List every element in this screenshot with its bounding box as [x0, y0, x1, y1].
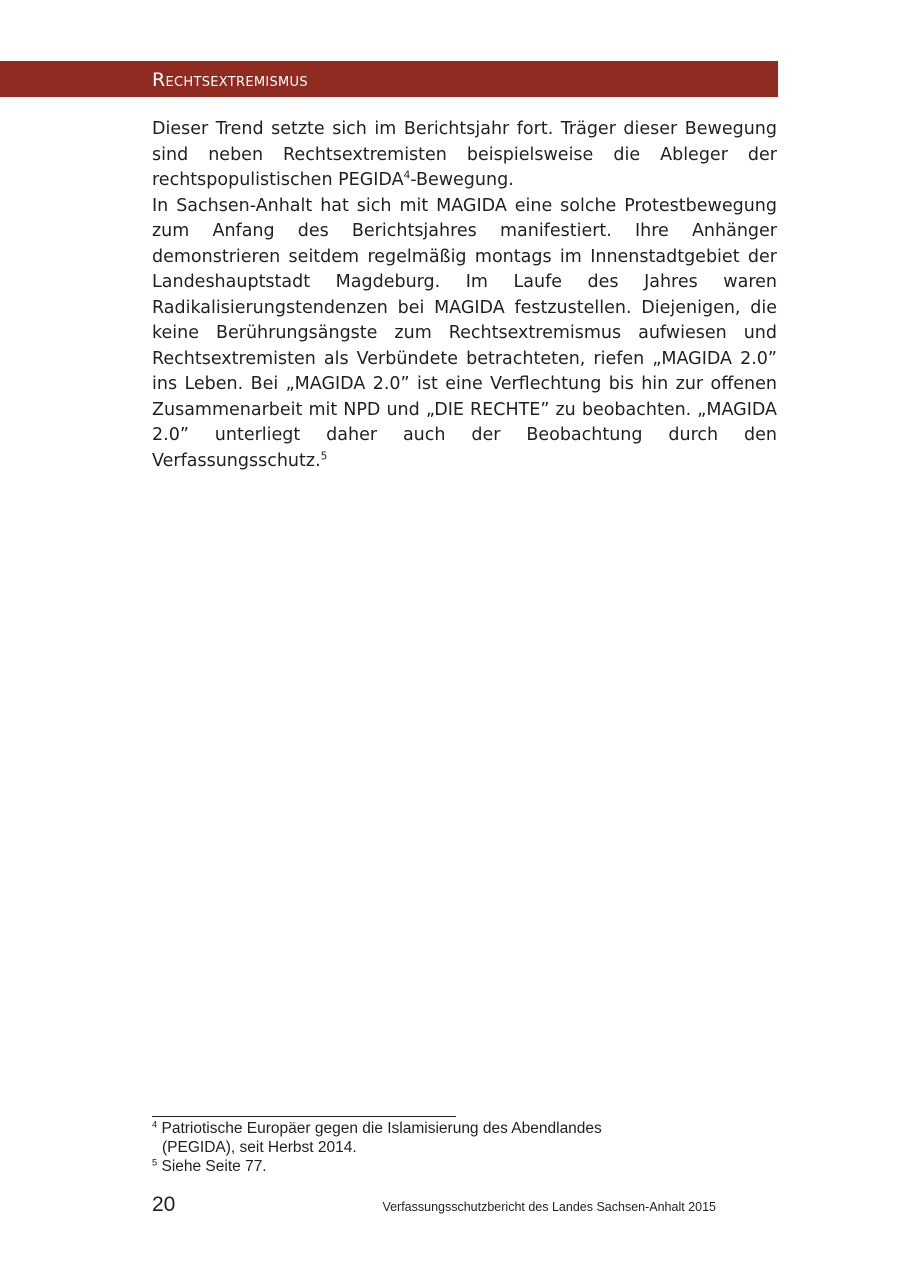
paragraph-2-text: In Sachsen-Anhalt hat sich mit MAGIDA eine solche Protestbewegung zum Anfang des Berichtsjahres manifestiert. Ihre Anhänger demonstrieren seitdem regelmäßig montags im Innenstadtgebiet der Landeshauptstadt Magdeburg. Im Laufe des Jahres waren Radikalisierungstendenzen bei MAGIDA festzustellen. Diejenigen, die keine Berührungsängste zum Rechtsextremismus aufwiesen und Rechtsextremisten als Verbündete betrachteten, riefen „MAGIDA 2.0” ins Leben. Bei „MAGIDA 2.0” ist eine Verflechtung bis hin zur offenen Zusammenarbeit mit NPD und „DIE RECHTE” zu beobachten. „MAGIDA 2.0” unterliegt daher auch der Beobachtung durch den Verfassungsschutz.	[152, 195, 777, 471]
paragraph-1	[152, 117, 777, 194]
footnotes	[152, 1119, 772, 1176]
footnote-text: Patriotische Europäer gegen die Islamisierung des Abendlandes	[161, 1120, 602, 1137]
footnote-5	[152, 1157, 772, 1176]
footnote-ref-4: 4	[403, 169, 411, 182]
paragraph-1-text: Dieser Trend setzte sich im Berichtsjahr fort. Träger dieser Bewegung sind neben Rechtsextremisten beispielsweise die Ableger der rechtspopulistischen PEGIDA	[152, 119, 777, 190]
footnote-divider	[152, 1116, 456, 1117]
running-footer-title: Verfassungsschutzbericht des Landes Sachsen-Anhalt 2015	[382, 1200, 716, 1214]
footnote-text: Siehe Seite 77.	[161, 1158, 267, 1175]
footnote-4-continuation: (PEGIDA), seit Herbst 2014.	[162, 1139, 357, 1156]
footnote-4	[152, 1119, 772, 1138]
page-number: 20	[152, 1193, 176, 1216]
paragraph-1-tail: -Bewegung.	[410, 170, 514, 190]
footnote-number: 5	[152, 1157, 158, 1168]
footnote-ref-5: 5	[320, 450, 328, 463]
body-text	[152, 117, 777, 474]
footnote-number: 4	[152, 1119, 158, 1130]
section-header-band	[0, 61, 778, 97]
section-title: Rechtsextremismus	[152, 69, 308, 91]
paragraph-2	[152, 194, 777, 475]
